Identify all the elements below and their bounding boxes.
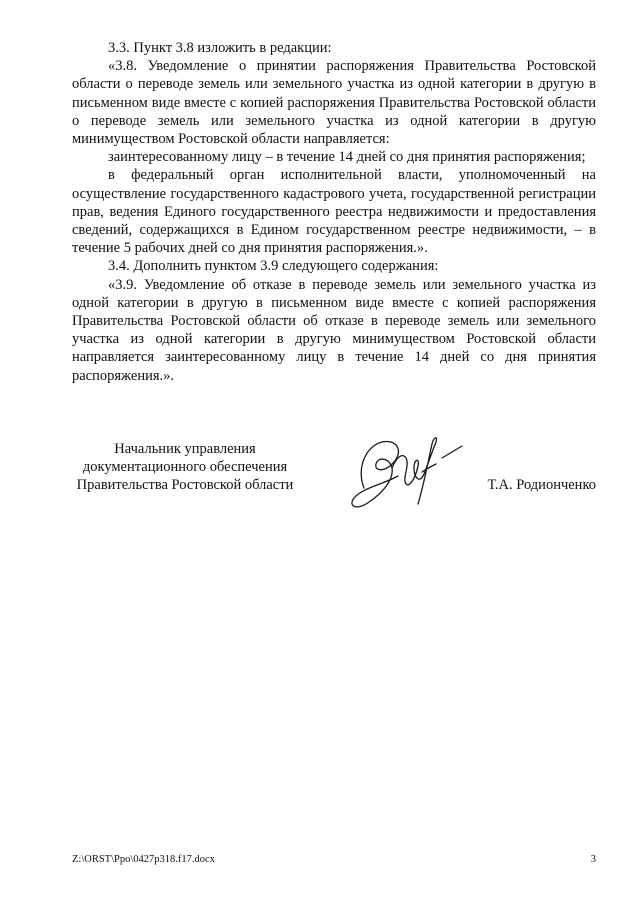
paragraph-3-3: 3.3. Пункт 3.8 изложить в редакции:	[108, 40, 332, 56]
signatory-title	[60, 440, 310, 495]
handwritten-signature	[336, 428, 466, 513]
signatory-title-line: документационного обеспечения	[82, 459, 288, 476]
paragraph-interested-party: заинтересованному лицу – в течение 14 дней со дня принятия распоряжения;	[108, 149, 586, 166]
paragraph-3-4: 3.4. Дополнить пунктом 3.9 следующего содержания:	[108, 258, 439, 275]
paragraph-3-9: «3.9. Уведомление об отказе в переводе земель или земельного участка из одной категории в другую в письменном виде вместе с копией распоряжения Правительства Ростовской области об отказе в переводе земель или земельного участка из одной категории в другую минимуществом Ростовской области направляется заинтересованному лицу в течение 14 дней со дня принятия распоряжения.».	[72, 276, 596, 384]
signatory-title-line: Начальник управления	[114, 441, 256, 457]
footer-file-path: Z:\ORST\Ppo\0427p318.f17.docx	[72, 854, 215, 865]
signatory-title-line: Правительства Ростовской области	[76, 477, 294, 494]
paragraph-federal-body: в федеральный орган исполнительной власти, уполномоченный на осуществление государственного кадастрового учета, государственной регистрации прав, ведения Единого государственного реестра недвижимости и предоставления сведений, содержащихся в Едином государственном реестре недвижимости, – в течение 5 рабочих дней со дня принятия распоряжения.».	[72, 167, 596, 257]
paragraph-3-8: «3.8. Уведомление о принятии распоряжения Правительства Ростовской области о переводе земель или земельного участка из одной категории в другую в письменном виде вместе с копией распоряжения Правительства Ростовской области о переводе земель или земельного участка из одной категории в другую минимуществом Ростовской области направляется:	[72, 58, 596, 148]
signatory-name: Т.А. Родионченко	[487, 477, 596, 493]
document-body	[72, 39, 596, 385]
page-number: 3	[590, 854, 596, 865]
